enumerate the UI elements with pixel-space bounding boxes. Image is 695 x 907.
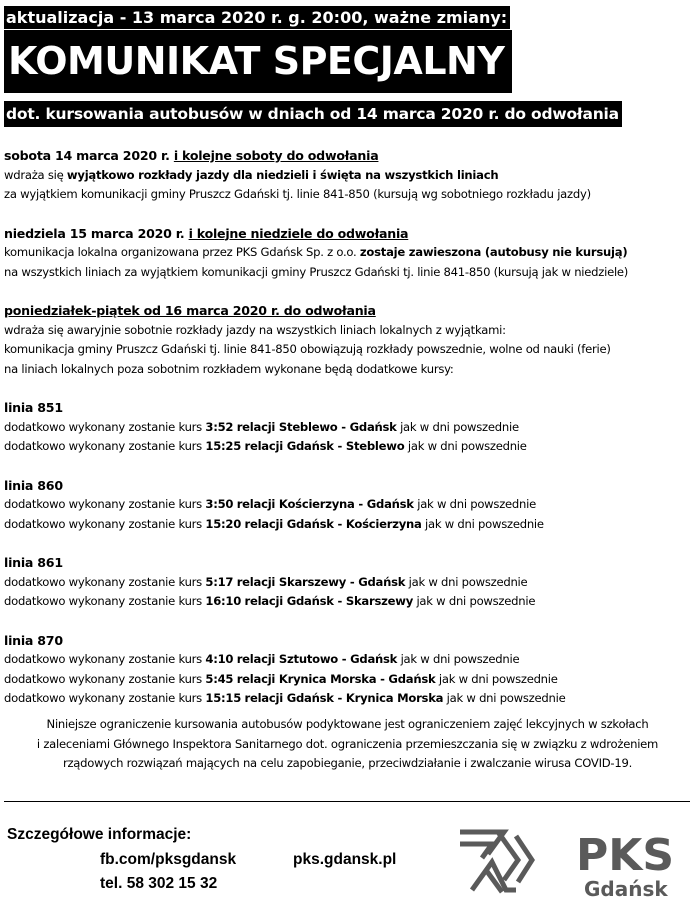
note-line-3: rządowych rozwiązań mających na celu zapobieganie, przeciwdziałanie i zwalczanie wirusa COVID-19. xyxy=(62,756,633,770)
website-link[interactable]: pks.gdansk.pl xyxy=(293,851,397,868)
bus-line-name: linia 870 xyxy=(4,632,63,648)
weekdays-line-1: wdraża się awaryjnie sobotnie rozkłady jazdy na wszystkich liniach lokalnych z wyjątkami: xyxy=(4,322,506,337)
logo-city: Gdańsk xyxy=(584,877,668,900)
sunday-line-1-text: komunikacja lokalna organizowana przez PKS Gdańsk Sp. z o.o. xyxy=(4,245,360,259)
trip-row xyxy=(4,418,690,438)
bus-lines-list xyxy=(4,398,690,709)
saturday-heading-date: sobota 14 marca 2020 r. xyxy=(4,148,170,163)
logo-brand: PKS xyxy=(576,830,675,881)
saturday-line-1-bold: wyjątkowo rozkłady jazdy dla niedzieli i święta na wszystkich liniach xyxy=(66,167,499,182)
trip-suffix: jak w dni powszednie xyxy=(404,439,527,453)
sunday-heading-rest: i kolejne niedziele do odwołania xyxy=(188,225,409,241)
pks-gdansk-logo xyxy=(458,824,690,900)
sunday-heading-date: niedziela 15 marca 2020 r. xyxy=(4,225,185,241)
trip-prefix: dodatkowo wykonany zostanie kurs xyxy=(4,691,206,705)
announcement-body xyxy=(4,146,690,709)
trip-prefix: dodatkowo wykonany zostanie kurs xyxy=(4,594,206,608)
trip-suffix: jak w dni powszednie xyxy=(421,516,544,531)
trip-suffix: jak w dni powszednie xyxy=(435,671,558,686)
trip-prefix: dodatkowo wykonany zostanie kurs xyxy=(4,516,206,531)
trip-route: relacji Krynica Morska - Gdańsk xyxy=(236,671,436,686)
contact-heading: Szczegółowe informacje: xyxy=(7,826,192,843)
sunday-line-1-bold: zostaje zawieszona (autobusy nie kursują) xyxy=(359,245,628,259)
phone-number: tel. 58 302 15 32 xyxy=(100,875,218,892)
trip-prefix: dodatkowo wykonany zostanie kurs xyxy=(4,574,206,589)
trip-row xyxy=(4,689,690,709)
trip-row xyxy=(4,437,690,457)
weekdays-line-2: komunikacja gminy Pruszcz Gdański tj. linie 841-850 obowiązują rozkłady powszednie, wolne od nauki (ferie) xyxy=(4,342,611,356)
trip-route: relacji Sztutowo - Gdańsk xyxy=(236,652,398,666)
facebook-link[interactable]: fb.com/pksgdansk xyxy=(100,851,237,868)
note-line-2: i zaleceniami Głównego Inspektora Sanitarnego dot. ograniczenia przemieszczania się w związku z wdrożeniem xyxy=(36,736,659,751)
bus-line-name: linia 851 xyxy=(4,400,63,415)
trip-time: 3:50 xyxy=(205,497,234,511)
trip-suffix: jak w dni powszednie xyxy=(443,691,566,705)
pks-emblem-icon xyxy=(460,832,532,892)
trip-prefix: dodatkowo wykonany zostanie kurs xyxy=(4,419,206,434)
bus-line-name: linia 860 xyxy=(4,477,63,493)
trip-row xyxy=(4,515,690,535)
sunday-line-2: na wszystkich liniach za wyjątkiem komunikacji gminy Pruszcz Gdański tj. linie 841-850 (kursują jak w niedziele) xyxy=(4,264,629,279)
restriction-note xyxy=(0,715,695,774)
sunday-heading xyxy=(4,224,690,244)
trip-time: 5:17 xyxy=(205,574,234,589)
trip-time: 5:45 xyxy=(205,671,234,686)
trip-row xyxy=(4,670,690,690)
weekdays-heading xyxy=(4,301,690,321)
trip-time: 16:10 xyxy=(205,594,242,608)
trip-route: relacji Gdańsk - Steblewo xyxy=(244,439,405,453)
trip-prefix: dodatkowo wykonany zostanie kurs xyxy=(4,671,206,686)
trip-prefix: dodatkowo wykonany zostanie kurs xyxy=(4,439,206,453)
trip-time: 15:15 xyxy=(205,691,242,705)
trip-row xyxy=(4,592,690,612)
update-banner: aktualizacja - 13 marca 2020 r. g. 20:00, ważne zmiany: xyxy=(4,6,510,29)
trip-route: relacji Kościerzyna - Gdańsk xyxy=(236,497,414,511)
trip-suffix: jak w dni powszednie xyxy=(413,594,536,608)
trip-row xyxy=(4,495,690,515)
divider xyxy=(4,801,690,802)
saturday-heading xyxy=(4,146,690,166)
trip-prefix: dodatkowo wykonany zostanie kurs xyxy=(4,497,206,511)
note-line-1: Niniejsze ograniczenie kursowania autobusów podyktowane jest ograniczeniem zajęć lekcyjnych w szkołach xyxy=(46,717,649,731)
trip-route: relacji Gdańsk - Skarszewy xyxy=(244,594,414,608)
weekdays-heading-text: poniedziałek-piątek od 16 marca 2020 r. do odwołania xyxy=(4,303,376,318)
page-subtitle: dot. kursowania autobusów w dniach od 14 marca 2020 r. do odwołania xyxy=(4,101,622,127)
trip-time: 15:25 xyxy=(205,439,242,453)
trip-suffix: jak w dni powszednie xyxy=(405,574,528,589)
trip-prefix: dodatkowo wykonany zostanie kurs xyxy=(4,652,206,666)
trip-suffix: jak w dni powszednie xyxy=(413,497,536,511)
page-title: KOMUNIKAT SPECJALNY xyxy=(4,30,512,93)
bus-line-name: linia 861 xyxy=(4,555,63,570)
trip-route: relacji Gdańsk - Krynica Morska xyxy=(244,691,444,705)
trip-route: relacji Skarszewy - Gdańsk xyxy=(236,574,406,589)
trip-time: 15:20 xyxy=(205,516,242,531)
trip-suffix: jak w dni powszednie xyxy=(397,652,520,666)
weekdays-line-3: na liniach lokalnych poza sobotnim rozkładem wykonane będą dodatkowe kursy: xyxy=(4,361,454,376)
sunday-line-1 xyxy=(4,243,690,263)
trip-time: 3:52 xyxy=(205,419,234,434)
trip-row xyxy=(4,650,690,670)
trip-time: 4:10 xyxy=(205,652,234,666)
saturday-heading-rest: i kolejne soboty do odwołania xyxy=(173,148,379,163)
saturday-line-2: za wyjątkiem komunikacji gminy Pruszcz Gdański tj. linie 841-850 (kursują wg sobotniego rozkładu jazdy) xyxy=(4,187,591,201)
trip-row xyxy=(4,573,690,593)
saturday-line-1 xyxy=(4,166,690,186)
saturday-line-1-text: wdraża się xyxy=(4,167,67,182)
trip-route: relacji Gdańsk - Kościerzyna xyxy=(244,516,422,531)
trip-route: relacji Steblewo - Gdańsk xyxy=(236,419,397,434)
trip-suffix: jak w dni powszednie xyxy=(396,419,519,434)
